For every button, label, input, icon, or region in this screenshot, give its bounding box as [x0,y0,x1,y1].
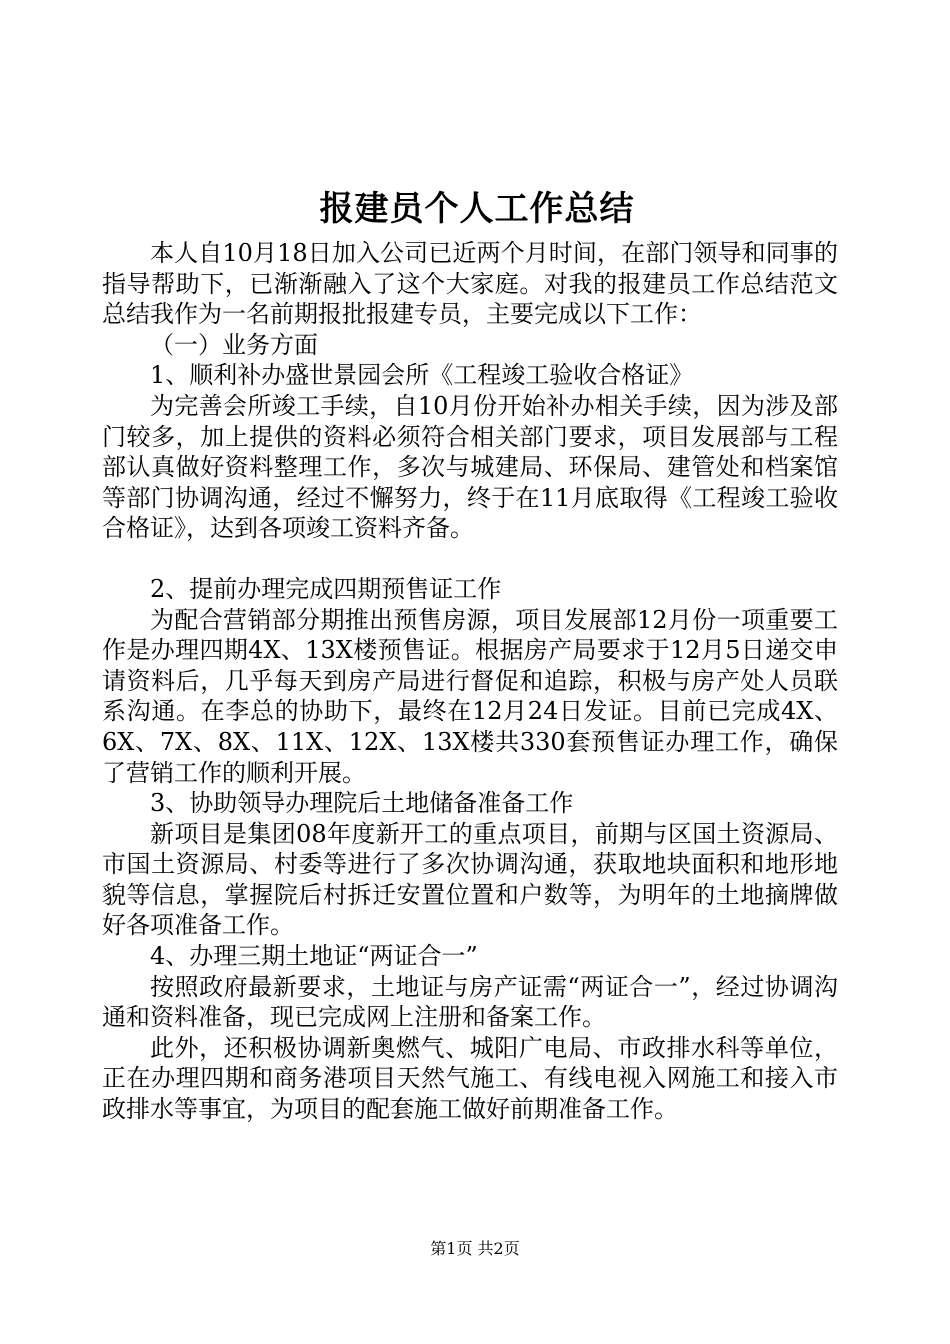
item-heading-4: 4、办理三期土地证“两证合一” [150,942,478,971]
item-body-4: 按照政府最新要求，土地证与房产证需“两证合一”，经过协调沟通和资料准备，现已完成网上注册和备案工作。 [102,972,838,1032]
item-heading-2: 2、提前办理完成四期预售证工作 [150,574,502,603]
item-body-3: 新项目是集团08年度新开工的重点项目，前期与区国土资源局、市国土资源局、村委等进行了多次协调沟通，获取地块面积和地形地貌等信息，掌握院后村拆迁安置位置和户数等，为明年的土地摘牌做好各项准备工作。 [102,819,838,940]
item-body-1: 为完善会所竣工手续，自10月份开始补办相关手续，因为涉及部门较多，加上提供的资料必须符合相关部门要求，项目发展部与工程部认真做好资料整理工作，多次与城建局、环保局、建管处和档案馆等部门协调沟通，经过不懈努力，终于在11月底取得《工程竣工验收合格证》，达到各项竣工资料齐备。 [102,391,838,543]
paragraph-intro: 本人自10月18日加入公司已近两个月时间，在部门领导和同事的指导帮助下，已渐渐融入了这个大家庭。对我的报建员工作总结范文总结我作为一名前期报批报建专员，主要完成以下工作： [102,239,838,329]
page-number-footer: 第1页 共2页 [430,1239,520,1258]
section-heading-business: （一）业务方面 [150,330,318,359]
blank-line [102,544,838,574]
item-heading-1: 1、顺利补办盛世景园会所《工程竣工验收合格证》 [150,361,694,390]
item-heading-3: 3、协助领导办理院后土地储备准备工作 [150,789,574,818]
item-body-2: 为配合营销部分期推出预售房源，项目发展部12月份一项重要工作是办理四期4X、13X楼预售证。根据房产局要求于12月5日递交申请资料后，几乎每天到房产局进行督促和追踪，积极与房产处人员联系沟通。在李总的协助下，最终在12月24日发证。目前已完成4X、6X、7X、8X、11X、12X、13X楼共330套预售证办理工作，确保了营销工作的顺利开展。 [102,605,838,787]
paragraph-additional: 此外，还积极协调新奥燃气、城阳广电局、市政排水科等单位，正在办理四期和商务港项目天然气施工、有线电视入网施工和接入市政排水等事宜，为项目的配套施工做好前期准备工作。 [102,1033,838,1124]
document-title: 报建员个人工作总结 [319,189,635,229]
document-body [102,238,838,1125]
